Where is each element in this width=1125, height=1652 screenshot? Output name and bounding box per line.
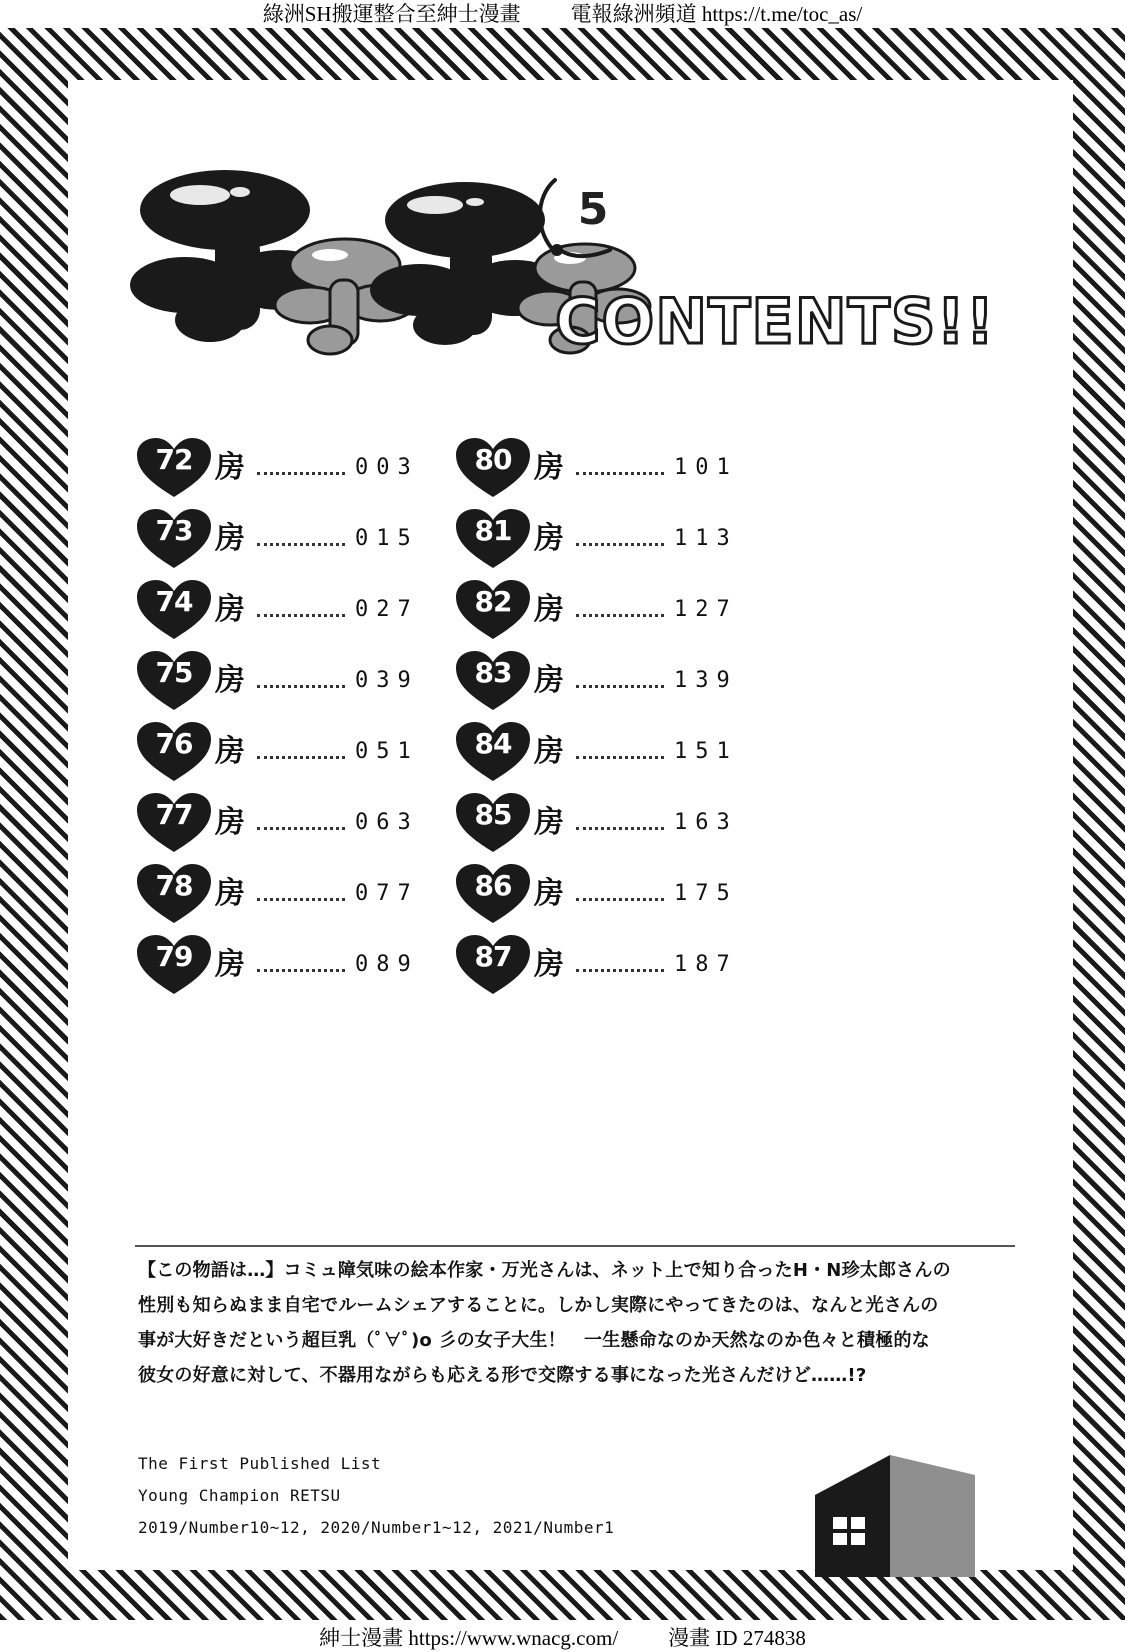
chapter-suffix: 房 (534, 520, 564, 556)
page-number: 187 (674, 951, 738, 977)
dot-leader (576, 543, 664, 546)
toc-entry (454, 645, 794, 716)
dot-leader (576, 898, 664, 901)
toc-entry (454, 503, 794, 574)
dot-leader (257, 543, 345, 546)
page-number: 039 (355, 667, 419, 693)
chapter-suffix: 房 (534, 733, 564, 769)
page-number: 089 (355, 951, 419, 977)
chapter-number: 81 (474, 513, 512, 547)
chapter-suffix: 房 (534, 591, 564, 627)
heart-badge (454, 863, 532, 925)
page-number: 163 (674, 809, 738, 835)
page-number: 139 (674, 667, 738, 693)
toc-entry (135, 432, 475, 503)
chapter-number: 76 (155, 726, 193, 760)
synopsis-line: 【この物語は…】コミュ障気味の絵本作家・万光さんは、ネット上で知り合ったH・N珍太郎さんの (138, 1260, 951, 1281)
dot-leader (576, 756, 664, 759)
toc-entry (454, 574, 794, 645)
chapter-number: 74 (155, 584, 193, 618)
page-number: 127 (674, 596, 738, 622)
chapter-number: 79 (155, 939, 193, 973)
heart-badge (135, 508, 213, 570)
house-icon (815, 1455, 975, 1577)
heart-badge (135, 863, 213, 925)
toc-entry (135, 929, 475, 1000)
toc-entry (135, 787, 475, 858)
toc-entry (135, 503, 475, 574)
bottom-watermark-right: 漫畫 ID 274838 (668, 1626, 806, 1650)
top-watermark-left: 綠洲SH搬運整合至紳士漫畫 (262, 2, 521, 26)
synopsis (138, 1253, 1018, 1393)
top-watermark-right: 電報綠洲頻道 https://t.me/toc_as/ (570, 2, 863, 26)
heart-badge (454, 934, 532, 996)
page-number: 051 (355, 738, 419, 764)
page-number: 113 (674, 525, 738, 551)
bottom-watermark (0, 1624, 1125, 1652)
page-number: 151 (674, 738, 738, 764)
heart-badge (135, 579, 213, 641)
toc-column-left (135, 432, 475, 1000)
toc-entry (135, 858, 475, 929)
chapter-suffix: 房 (534, 875, 564, 911)
heart-badge (454, 579, 532, 641)
heart-badge (454, 508, 532, 570)
bottom-watermark-left: 紳士漫畫 https://www.wnacg.com/ (319, 1626, 619, 1650)
chapter-number: 84 (474, 726, 512, 760)
synopsis-line: 事が大好きだという超巨乳（ﾟ∀ﾟ)o 彡の女子大生！ 一生懸命なのか天然なのか色々と積極的な (138, 1330, 930, 1351)
heart-badge (135, 792, 213, 854)
chapter-number: 86 (474, 868, 512, 902)
chapter-suffix: 房 (215, 662, 245, 698)
volume-number: 5 (577, 184, 609, 235)
dot-leader (576, 472, 664, 475)
toc-entry (454, 787, 794, 858)
heart-badge (454, 650, 532, 712)
page-number: 175 (674, 880, 738, 906)
page-number: 101 (674, 454, 738, 480)
page-number: 015 (355, 525, 419, 551)
page-number: 027 (355, 596, 419, 622)
chapter-suffix: 房 (215, 875, 245, 911)
chapter-suffix: 房 (534, 804, 564, 840)
toc-entry (454, 929, 794, 1000)
toc-column-right (454, 432, 794, 1000)
toc-entry (135, 716, 475, 787)
chapter-suffix: 房 (215, 946, 245, 982)
published-issues: 2019/Number10~12, 2020/Number1~12, 2021/Number1 (138, 1518, 615, 1537)
page-number: 063 (355, 809, 419, 835)
heart-badge (135, 437, 213, 499)
toc-entry (454, 716, 794, 787)
dot-leader (576, 827, 664, 830)
chapter-suffix: 房 (215, 591, 245, 627)
dot-leader (257, 614, 345, 617)
dot-leader (257, 898, 345, 901)
dot-leader (576, 614, 664, 617)
page-number: 003 (355, 454, 419, 480)
chapter-number: 72 (155, 442, 193, 476)
dot-leader (257, 969, 345, 972)
chapter-suffix: 房 (534, 449, 564, 485)
toc-entry (454, 432, 794, 503)
heart-badge (135, 934, 213, 996)
first-published-list (138, 1448, 738, 1544)
heart-badge (135, 650, 213, 712)
chapter-suffix: 房 (534, 946, 564, 982)
chapter-suffix: 房 (215, 733, 245, 769)
dot-leader (257, 472, 345, 475)
synopsis-line: 性別も知らぬまま自宅でルームシェアすることに。しかし実際にやってきたのは、なんと光さんの (138, 1295, 939, 1316)
published-heading: The First Published List (138, 1454, 382, 1473)
chapter-suffix: 房 (215, 804, 245, 840)
chapter-number: 82 (474, 584, 512, 618)
toc-entry (135, 645, 475, 716)
chapter-suffix: 房 (534, 662, 564, 698)
heart-badge (454, 721, 532, 783)
toc-entry (454, 858, 794, 929)
chapter-number: 80 (474, 442, 512, 476)
dot-leader (576, 969, 664, 972)
chapter-suffix: 房 (215, 449, 245, 485)
heart-badge (135, 721, 213, 783)
dot-leader (257, 685, 345, 688)
page-number: 077 (355, 880, 419, 906)
chapter-number: 73 (155, 513, 193, 547)
chapter-number: 75 (155, 655, 193, 689)
heart-badge (454, 792, 532, 854)
chapter-number: 78 (155, 868, 193, 902)
chapter-number: 87 (474, 939, 512, 973)
contents-heading: CONTENTS!! (555, 285, 996, 358)
published-magazine: Young Champion RETSU (138, 1486, 341, 1505)
chapter-number: 83 (474, 655, 512, 689)
heart-badge (454, 437, 532, 499)
section-divider (135, 1245, 1015, 1247)
dot-leader (257, 756, 345, 759)
chapter-number: 77 (155, 797, 193, 831)
dot-leader (576, 685, 664, 688)
synopsis-line: 彼女の好意に対して、不器用ながらも応える形で交際する事になった光さんだけど……!? (138, 1365, 867, 1386)
chapter-suffix: 房 (215, 520, 245, 556)
dot-leader (257, 827, 345, 830)
chapter-number: 85 (474, 797, 512, 831)
toc-entry (135, 574, 475, 645)
top-watermark (0, 0, 1125, 28)
